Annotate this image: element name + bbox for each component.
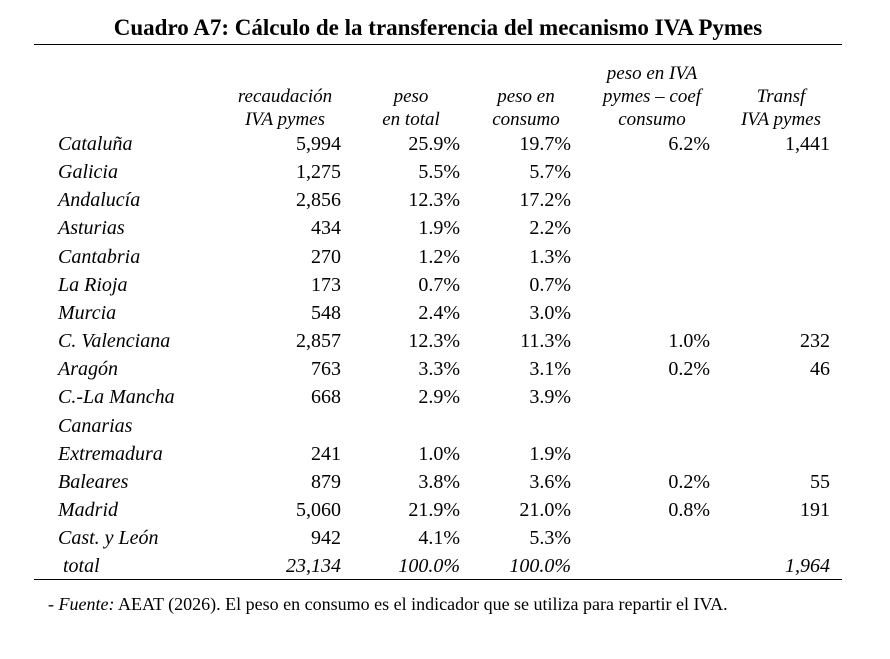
cell-col-3: 1.9% <box>529 442 571 465</box>
region-name: Asturias <box>58 217 125 240</box>
region-name: C.-La Mancha <box>58 386 175 409</box>
cell-col-3: 0.7% <box>529 273 571 296</box>
region-name: Cantabria <box>58 245 141 268</box>
region-name: Murcia <box>58 301 117 324</box>
region-name: Baleares <box>58 470 129 493</box>
cell-col-1: 434 <box>311 217 341 240</box>
cell-col-3: 100.0% <box>509 555 571 578</box>
column-header-1 <box>215 85 355 131</box>
cell-col-1: 2,856 <box>296 189 341 212</box>
cell-col-3: 3.0% <box>529 301 571 324</box>
cell-col-1: 942 <box>311 527 341 550</box>
column-header-line: consumo <box>492 109 560 130</box>
cell-col-4: 0.8% <box>668 498 710 521</box>
cell-col-2: 1.0% <box>418 442 460 465</box>
column-header-3 <box>456 85 596 131</box>
cell-col-4: 0.2% <box>668 470 710 493</box>
cell-col-3: 3.1% <box>529 358 571 381</box>
cell-col-4: 6.2% <box>668 133 710 155</box>
cell-col-2: 2.9% <box>418 386 460 409</box>
table-row <box>0 468 890 496</box>
table-row <box>0 214 890 242</box>
footnote-prefix: - <box>48 594 59 614</box>
column-header-line: IVA pymes <box>244 109 326 130</box>
region-name: Aragón <box>58 358 118 381</box>
cell-col-1: 763 <box>311 358 341 381</box>
cell-col-2: 4.1% <box>418 527 460 550</box>
column-header-line: recaudación <box>237 86 333 107</box>
table-row <box>0 496 890 524</box>
cell-col-5: 1,441 <box>785 133 830 155</box>
cell-col-2: 2.4% <box>418 301 460 324</box>
column-header-line: peso en <box>497 86 555 107</box>
total-row <box>0 552 890 580</box>
cell-col-1: 270 <box>311 245 341 268</box>
region-name: total <box>63 555 100 578</box>
cell-col-2: 25.9% <box>408 133 460 155</box>
region-name: Andalucía <box>58 189 141 212</box>
bottom-rule <box>34 579 842 580</box>
cell-col-2: 100.0% <box>398 555 460 578</box>
region-name: Canarias <box>58 414 133 437</box>
cell-col-2: 5.5% <box>418 161 460 184</box>
table-title: Cuadro A7: Cálculo de la transferencia del mecanismo IVA Pymes <box>113 15 763 40</box>
column-header-line: Transf <box>756 86 806 107</box>
column-header-line: IVA pymes <box>740 109 822 130</box>
cell-col-5: 55 <box>810 470 830 493</box>
table-row <box>0 355 890 383</box>
column-header-line: consumo <box>618 109 686 130</box>
footnote-label: Fuente: <box>58 594 115 614</box>
footnote-text: AEAT (2026). El peso en consumo es el indicador que se utiliza para repartir el IVA. <box>114 594 728 614</box>
cell-col-3: 11.3% <box>520 330 571 353</box>
cell-col-1: 241 <box>311 442 341 465</box>
cell-col-3: 19.7% <box>519 133 571 155</box>
column-header-5 <box>711 85 851 131</box>
cell-col-2: 3.3% <box>418 358 460 381</box>
cell-col-2: 1.9% <box>418 217 460 240</box>
cell-col-3: 2.2% <box>529 217 571 240</box>
table-row <box>0 524 890 552</box>
table-row <box>0 412 890 440</box>
table-row <box>0 327 890 355</box>
cell-col-1: 1,275 <box>296 161 341 184</box>
cell-col-3: 3.6% <box>529 470 571 493</box>
cell-col-1: 668 <box>311 386 341 409</box>
cell-col-3: 1.3% <box>529 245 571 268</box>
cell-col-5: 232 <box>800 330 830 353</box>
table-row <box>0 158 890 186</box>
column-header-4 <box>582 62 722 131</box>
cell-col-5: 191 <box>800 498 830 521</box>
cell-col-2: 3.8% <box>418 470 460 493</box>
table-row <box>0 299 890 327</box>
column-header-line: pymes – coef <box>602 86 702 107</box>
region-name: Cast. y León <box>58 527 159 550</box>
cell-col-2: 12.3% <box>408 330 460 353</box>
cell-col-1: 548 <box>311 301 341 324</box>
cell-col-2: 1.2% <box>418 245 460 268</box>
cell-col-1: 5,994 <box>296 133 341 155</box>
cell-col-4: 0.2% <box>668 358 710 381</box>
table-row <box>0 383 890 411</box>
cell-col-5: 1,964 <box>785 555 830 578</box>
footnote <box>48 594 728 615</box>
cell-col-2: 12.3% <box>408 189 460 212</box>
cell-col-3: 21.0% <box>519 498 571 521</box>
region-name: Cataluña <box>58 133 133 155</box>
region-name: C. Valenciana <box>58 330 171 353</box>
cell-col-1: 23,134 <box>286 555 341 578</box>
cell-col-1: 2,857 <box>296 330 341 353</box>
table-row <box>0 440 890 468</box>
cell-col-3: 3.9% <box>529 386 571 409</box>
table-row <box>0 271 890 299</box>
region-name: Madrid <box>58 498 118 521</box>
region-name: Galicia <box>58 161 118 184</box>
cell-col-3: 5.7% <box>529 161 571 184</box>
table-row <box>0 243 890 271</box>
top-rule <box>34 44 842 45</box>
table-row <box>0 186 890 214</box>
cell-col-4: 1.0% <box>668 330 710 353</box>
cell-col-1: 5,060 <box>296 498 341 521</box>
cell-col-1: 879 <box>311 470 341 493</box>
cell-col-3: 5.3% <box>529 527 571 550</box>
table-row <box>0 130 890 158</box>
cell-col-1: 173 <box>311 273 341 296</box>
column-header-line: peso en IVA <box>606 63 698 84</box>
cell-col-5: 46 <box>810 358 830 381</box>
cell-col-3: 17.2% <box>519 189 571 212</box>
cell-col-2: 0.7% <box>418 273 460 296</box>
cell-col-2: 21.9% <box>408 498 460 521</box>
column-header-line: peso <box>393 86 429 107</box>
region-name: Extremadura <box>58 442 163 465</box>
column-header-line: en total <box>382 109 440 130</box>
region-name: La Rioja <box>58 273 128 296</box>
